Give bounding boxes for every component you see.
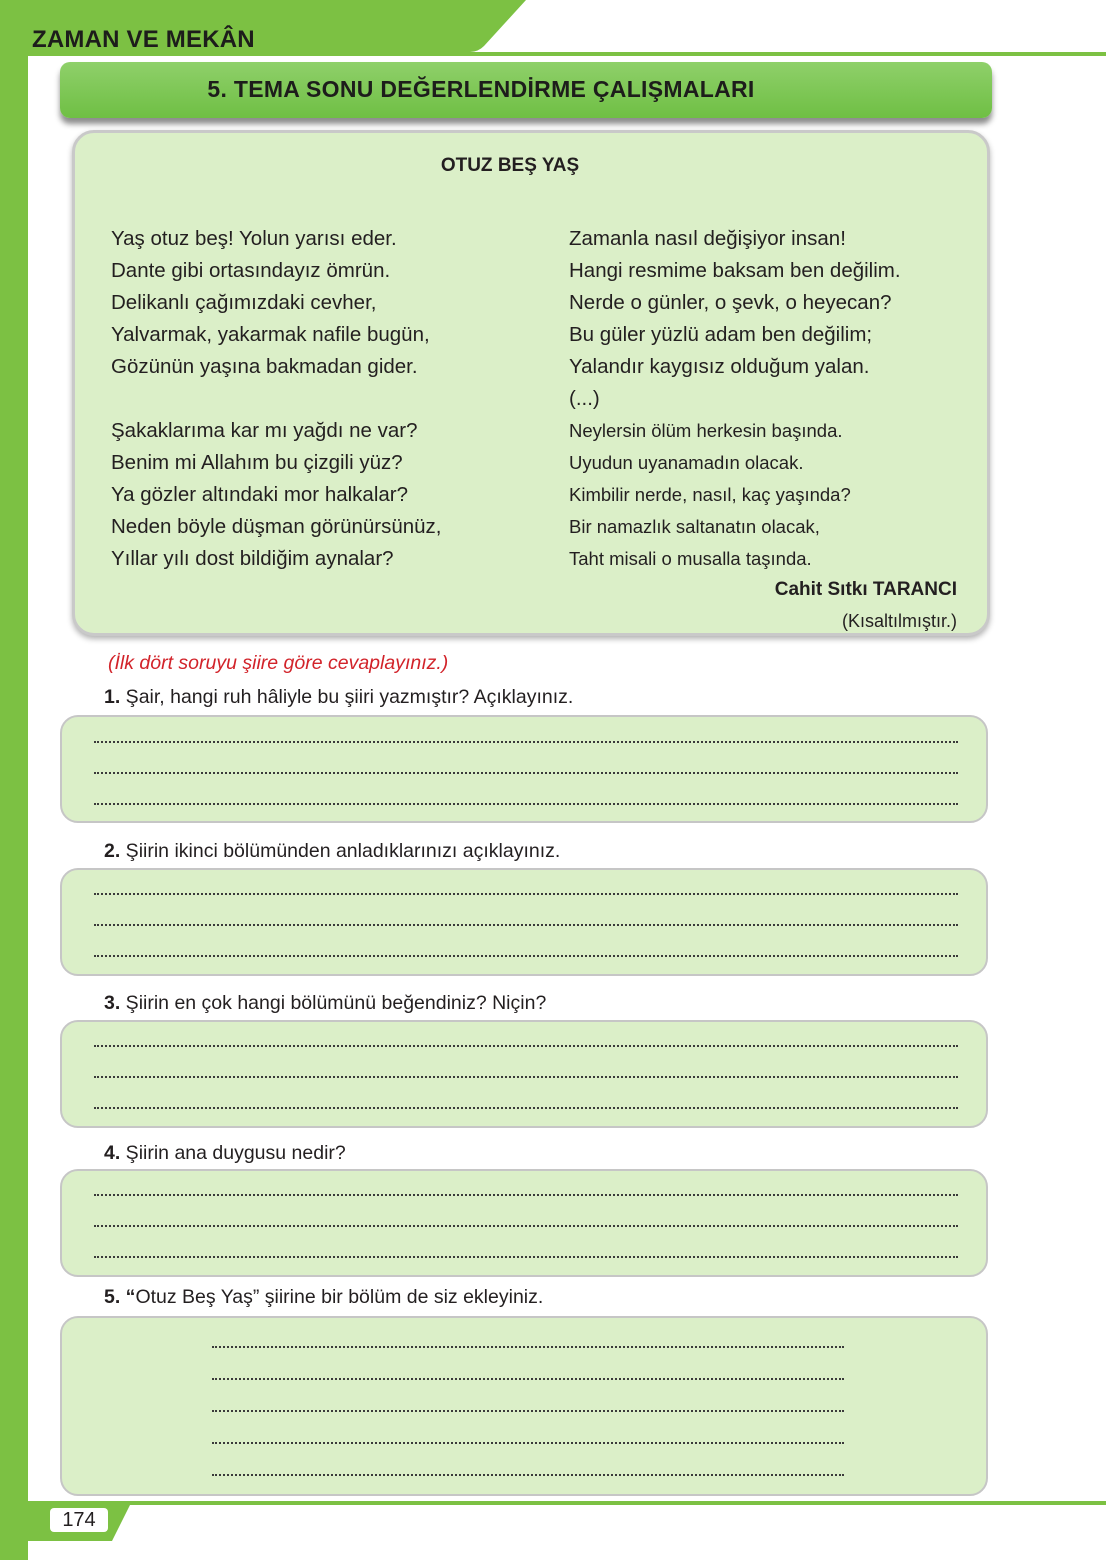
answer-box-3[interactable] (60, 1020, 988, 1128)
page-number: 174 (50, 1508, 108, 1532)
answer-box-4[interactable] (60, 1169, 988, 1277)
answer-line (94, 803, 958, 805)
poem-right-column (569, 223, 901, 575)
answer-box-5[interactable] (60, 1316, 988, 1496)
answer-line (94, 741, 958, 743)
answer-line (94, 1194, 958, 1196)
banner-title: 5. TEMA SONU DEĞERLENDİRME ÇALIŞMALARI (207, 76, 755, 102)
question-text: Şair, hangi ruh hâliyle bu şiiri yazmıştır? Açıklayınız. (120, 686, 574, 708)
question-3 (104, 992, 546, 1015)
answer-line (212, 1346, 844, 1348)
question-4 (104, 1142, 346, 1165)
poem-line: Yalvarmak, yakarmak nafile bugün, (111, 323, 430, 346)
answer-line (94, 772, 958, 774)
question-text: Şiirin ana duygusu nedir? (120, 1142, 346, 1164)
stanza-gap (111, 383, 442, 415)
question-1 (104, 686, 573, 709)
abridged-note: (Kısaltılmıştır.) (841, 611, 957, 631)
answer-line (94, 924, 958, 926)
left-accent-bar (0, 0, 28, 1560)
poem-line: Neden böyle düşman görünürsünüz, (111, 515, 442, 538)
poem-line: Yaş otuz beş! Yolun yarısı eder. (111, 227, 397, 250)
answer-line (94, 1045, 958, 1047)
answer-line (94, 1225, 958, 1227)
question-number: 5. “ (104, 1286, 136, 1308)
poem-line: Zamanla nasıl değişiyor insan! (569, 227, 846, 250)
instruction-text: (İlk dört soruyu şiire göre cevaplayınız.) (108, 652, 449, 674)
answer-line (94, 893, 958, 895)
question-text: Otuz Beş Yaş” şiirine bir bölüm de siz ekleyiniz. (135, 1286, 544, 1308)
answer-box-1[interactable] (60, 715, 988, 823)
poem-title: OTUZ BEŞ YAŞ (440, 155, 580, 176)
answer-line (94, 1076, 958, 1078)
question-2 (104, 840, 560, 863)
question-text: Şiirin en çok hangi bölümünü beğendiniz? Niçin? (120, 992, 547, 1014)
question-5 (104, 1286, 543, 1309)
poem-line: Neylersin ölüm herkesin başında. (569, 420, 843, 441)
answer-box-2[interactable] (60, 868, 988, 976)
answer-line (94, 1256, 958, 1258)
section-title: ZAMAN VE MEKÂN (32, 26, 255, 53)
poem-line: (...) (569, 387, 600, 410)
poem-line: Nerde o günler, o şevk, o heyecan? (569, 291, 892, 314)
question-number: 1. (104, 686, 121, 708)
poem-line: Gözünün yaşına bakmadan gider. (111, 355, 418, 378)
answer-line (212, 1474, 844, 1476)
poem-author: Cahit Sıtkı TARANCI (774, 579, 957, 600)
poem-box (72, 130, 990, 636)
poem-left-column (111, 223, 442, 575)
poem-line: Yıllar yılı dost bildiğim aynalar? (111, 547, 394, 570)
question-number: 2. (104, 840, 121, 862)
poem-line: Bu güler yüzlü adam ben değilim; (569, 323, 873, 346)
answer-line (94, 955, 958, 957)
poem-line: Bir namazlık saltanatın olacak, (569, 516, 820, 537)
poem-line: Taht misali o musalla taşında. (569, 548, 812, 569)
question-number: 3. (104, 992, 121, 1014)
question-text: Şiirin ikinci bölümünden anladıklarınızı açıklayınız. (120, 840, 561, 862)
poem-line: Benim mi Allahım bu çizgili yüz? (111, 451, 403, 474)
poem-line: Dante gibi ortasındayız ömrün. (111, 259, 391, 282)
poem-line: Şakaklarıma kar mı yağdı ne var? (111, 419, 418, 442)
footer-rule (118, 1501, 1106, 1505)
answer-line (94, 1107, 958, 1109)
poem-line: Kimbilir nerde, nasıl, kaç yaşında? (569, 484, 851, 505)
poem-line: Ya gözler altındaki mor halkalar? (111, 483, 409, 506)
question-number: 4. (104, 1142, 121, 1164)
poem-line: Delikanlı çağımızdaki cevher, (111, 291, 377, 314)
poem-line: Hangi resmime baksam ben değilim. (569, 259, 901, 282)
poem-line: Uyudun uyanamadın olacak. (569, 452, 804, 473)
poem-line: Yalandır kaygısız olduğum yalan. (569, 355, 870, 378)
answer-line (212, 1442, 844, 1444)
answer-line (212, 1378, 844, 1380)
theme-banner (60, 62, 992, 118)
answer-line (212, 1410, 844, 1412)
